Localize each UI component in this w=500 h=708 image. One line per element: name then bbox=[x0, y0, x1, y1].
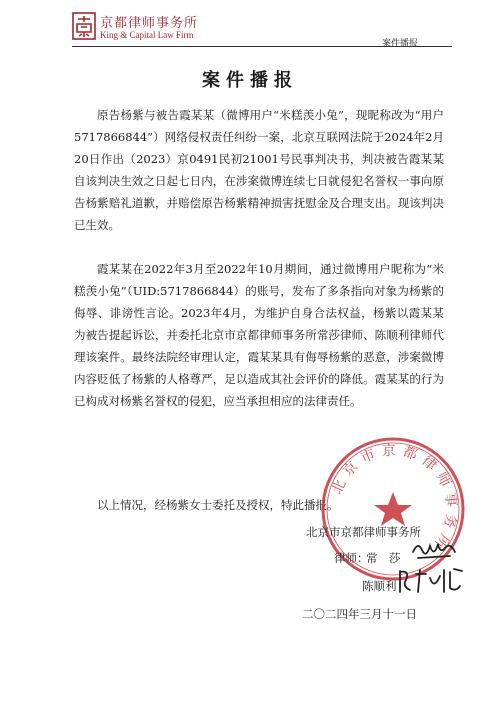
paragraph-judgment: 原告杨紫与被告霞某某（微博用户“米糕羡小兔”，现昵称改为“用户 5717866844”）网络侵权责任纠纷一案，北京互联网法院于2024年2月20日作出（2023）京0491民初21001号民事判决书，判决被告霞某某自该判决生效之日起七日内，在涉案微博连续七日就侵犯名誉权一事向原告杨紫赔礼道歉，并赔偿原告杨紫精神损害抚慰金及合理支出。现该判决已生效。 bbox=[74, 108, 444, 232]
paragraph-case-details: 霞某某在2022年3月至2022年10月期间，通过微博用户昵称为“米糕羡小兔”（UID:5717866844）的账号，发布了多条指向对象为杨紫的侮辱、诽谤性言论。2023年4月，为维护自身合法权益，杨紫以霞某某为被告提起诉讼，并委托北京市京都律师事务所常莎律师、陈顺利律师代理该案件。最终法院经审理认定，霞某某具有侮辱杨紫的恶意，涉案微博内容贬低了杨紫的人格尊严，足以造成其社会评价的降低。霞某某的行为已构成对杨紫名誉权的侵犯，应当承担相应的法律责任。 bbox=[74, 262, 444, 408]
paragraph-closing: 以上情况，经杨紫女士委托及授权，特此播报。 bbox=[97, 498, 339, 512]
firm-logo-icon bbox=[72, 12, 96, 40]
firm-name-cn: 京都律师事务所 bbox=[100, 16, 199, 31]
signature-lawyer-label: 律师： bbox=[334, 551, 369, 565]
handwritten-signature-2 bbox=[396, 566, 466, 596]
signature-date: 二〇二四年三月十一日 bbox=[302, 607, 417, 621]
signature-firm: 北京市京都律师事务所 bbox=[306, 525, 421, 539]
signature-lawyer-1: 常 莎 bbox=[366, 551, 401, 565]
seal-ring-text: 北京市京都律师事务所 bbox=[328, 442, 460, 557]
handwritten-signature-1 bbox=[410, 538, 458, 564]
document-title: 案件播报 bbox=[202, 70, 298, 91]
header-divider bbox=[72, 46, 452, 47]
firm-name-en: King & Capital Law Firm bbox=[100, 30, 194, 40]
signature-lawyer-2: 陈顺利 bbox=[362, 579, 397, 593]
document-type-label: 案件播报 bbox=[382, 39, 419, 49]
